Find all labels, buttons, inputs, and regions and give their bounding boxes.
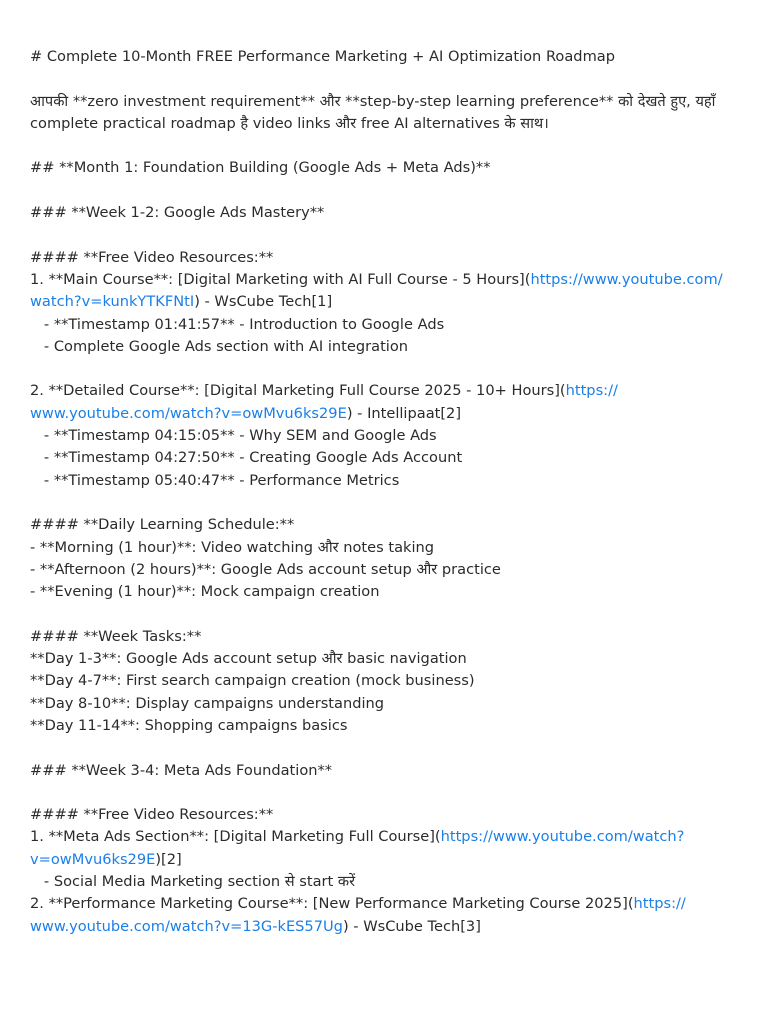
- line-text: **Day 1-3**: Google Ads account setup और basic navigation: [30, 650, 467, 668]
- text-line: [30, 760, 738, 782]
- blank-line: [30, 68, 738, 90]
- text-line: [30, 559, 738, 581]
- line-text: **Day 4-7**: First search campaign creation (mock business): [30, 672, 475, 690]
- text-line: [30, 581, 738, 603]
- text-line: [30, 113, 738, 135]
- text-line: [30, 916, 738, 938]
- line-text: - **Timestamp 05:40:47** - Performance Metrics: [30, 471, 400, 489]
- line-text: 1. **Meta Ads Section**: [Digital Marketing Full Course](: [30, 828, 441, 846]
- text-line: [30, 46, 738, 68]
- blank-line: [30, 782, 738, 804]
- text-line: [30, 247, 738, 269]
- blank-line: [30, 737, 738, 759]
- text-line: [30, 91, 738, 113]
- text-line: [30, 336, 738, 358]
- text-line: [30, 291, 738, 313]
- line-text: ## **Month 1: Foundation Building (Google Ads + Meta Ads)**: [30, 159, 491, 177]
- text-line: [30, 626, 738, 648]
- text-line: [30, 715, 738, 737]
- text-line: [30, 447, 738, 469]
- text-line: [30, 269, 738, 291]
- line-text: - **Afternoon (2 hours)**: Google Ads account setup और practice: [30, 560, 501, 578]
- line-text: ### **Week 1-2: Google Ads Mastery**: [30, 204, 325, 222]
- line-text: - Social Media Marketing section से start करें: [30, 872, 356, 890]
- youtube-link[interactable]: https://: [565, 382, 618, 400]
- line-text: #### **Week Tasks:**: [30, 627, 202, 645]
- text-line: [30, 871, 738, 893]
- text-line: [30, 670, 738, 692]
- text-line: [30, 314, 738, 336]
- text-line: [30, 804, 738, 826]
- blank-line: [30, 358, 738, 380]
- line-text: - **Timestamp 04:27:50** - Creating Google Ads Account: [30, 449, 463, 467]
- line-text: - **Timestamp 01:41:57** - Introduction to Google Ads: [30, 315, 445, 333]
- text-line: [30, 202, 738, 224]
- line-text-suffix: ) - Intellipaat[2]: [346, 404, 462, 422]
- text-line: [30, 425, 738, 447]
- line-text: ### **Week 3-4: Meta Ads Foundation**: [30, 761, 333, 779]
- text-line: [30, 380, 738, 402]
- line-text: #### **Free Video Resources:**: [30, 806, 274, 824]
- line-text-suffix: ) - WsCube Tech[3]: [342, 917, 481, 935]
- youtube-link[interactable]: https://www.youtube.com/watch?: [440, 828, 685, 846]
- line-text: - Complete Google Ads section with AI integration: [30, 337, 409, 355]
- text-line: [30, 157, 738, 179]
- line-text: - **Timestamp 04:15:05** - Why SEM and Google Ads: [30, 427, 437, 445]
- youtube-link[interactable]: https://: [633, 895, 686, 913]
- text-line: [30, 849, 738, 871]
- youtube-link[interactable]: v=owMvu6ks29E: [30, 850, 156, 868]
- line-text-suffix: ) - WsCube Tech[1]: [194, 293, 333, 311]
- text-line: [30, 470, 738, 492]
- text-line: [30, 893, 738, 915]
- youtube-link[interactable]: www.youtube.com/watch?v=13G-kES57Ug: [30, 917, 343, 935]
- text-line: [30, 648, 738, 670]
- line-text: #### **Daily Learning Schedule:**: [30, 516, 295, 534]
- text-line: [30, 537, 738, 559]
- line-text-suffix: )[2]: [155, 850, 182, 868]
- line-text: 2. **Detailed Course**: [Digital Marketing Full Course 2025 - 10+ Hours](: [30, 382, 566, 400]
- line-text: complete practical roadmap है video links और free AI alternatives के साथ।: [30, 114, 549, 132]
- line-text: 1. **Main Course**: [Digital Marketing with AI Full Course - 5 Hours](: [30, 270, 531, 288]
- line-text: आपकी **zero investment requirement** और **step-by-step learning preference** को देखते हुए, यहाँ: [30, 92, 716, 110]
- line-text: - **Morning (1 hour)**: Video watching और notes taking: [30, 538, 435, 556]
- text-line: [30, 403, 738, 425]
- blank-line: [30, 603, 738, 625]
- text-line: [30, 693, 738, 715]
- line-text: **Day 11-14**: Shopping campaigns basics: [30, 716, 348, 734]
- text-line: [30, 514, 738, 536]
- line-text: - **Evening (1 hour)**: Mock campaign creation: [30, 583, 380, 601]
- blank-line: [30, 492, 738, 514]
- youtube-link[interactable]: www.youtube.com/watch?v=owMvu6ks29E: [30, 404, 347, 422]
- youtube-link[interactable]: https://www.youtube.com/: [530, 270, 723, 288]
- line-text: 2. **Performance Marketing Course**: [New Performance Marketing Course 2025](: [30, 895, 634, 913]
- line-text: **Day 8-10**: Display campaigns understanding: [30, 694, 385, 712]
- youtube-link[interactable]: watch?v=kunkYTKFNtI: [30, 293, 195, 311]
- line-text: #### **Free Video Resources:**: [30, 248, 274, 266]
- blank-line: [30, 180, 738, 202]
- blank-line: [30, 135, 738, 157]
- blank-line: [30, 224, 738, 246]
- line-text: # Complete 10-Month FREE Performance Marketing + AI Optimization Roadmap: [30, 48, 615, 65]
- text-line: [30, 826, 738, 848]
